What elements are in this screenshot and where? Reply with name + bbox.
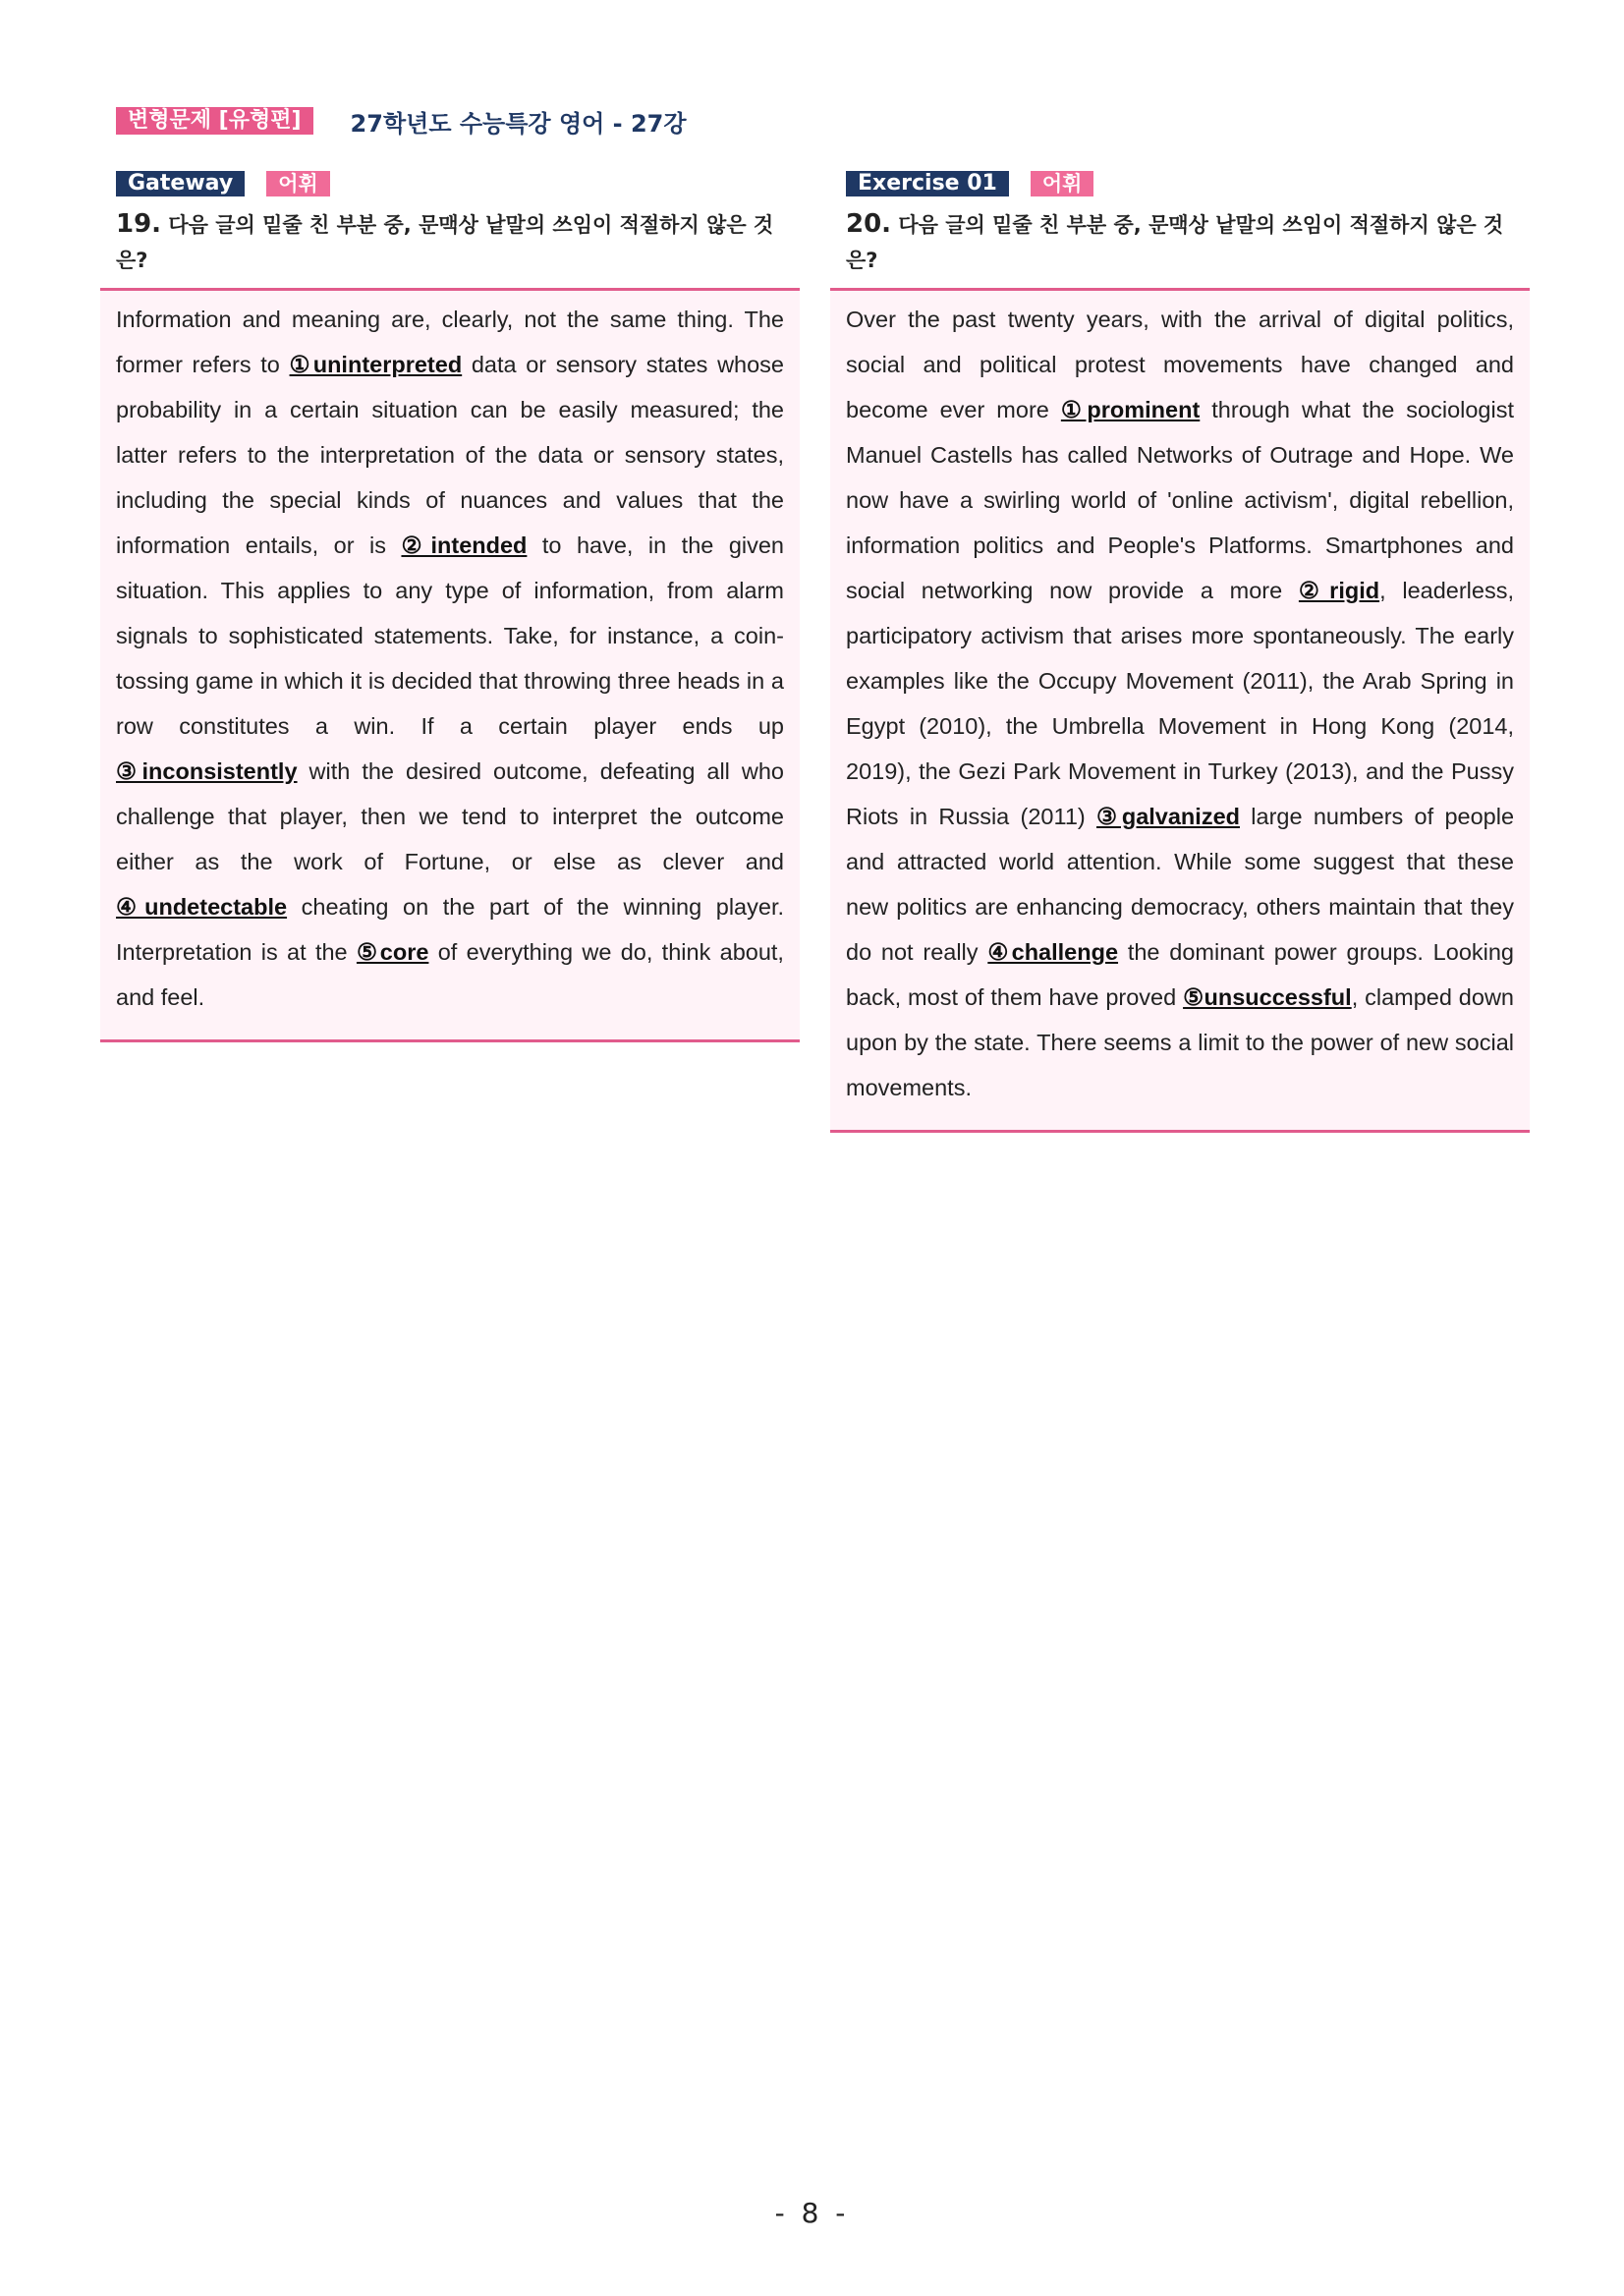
page-number: - 8 - [774, 2197, 850, 2229]
question-prompt [116, 206, 784, 278]
passage-text: with the desired outcome, defeating all who challenge that player, then we tend to interpret the outcome either as the work of Fortune, or else as clever and [116, 758, 785, 874]
section-label: Exercise 01 [846, 171, 1009, 196]
type-label: 어휘 [1031, 171, 1094, 196]
passage-text: to have, in the given situation. This applies to any type of information, from alarm signals to sophisticated statements. Take, for instance, a coin-tossing game in which it is decided that throwing three heads in a row constitutes a win. If a certain player ends up [116, 532, 784, 739]
passage-text: cheating on the part of the winning player. Interpretation is at the [116, 894, 785, 965]
type-label: 어휘 [266, 171, 330, 196]
underlined-word-1: ①uninterpreted [289, 352, 463, 377]
passage-text: data or sensory states whose probability in a certain situation can be easily measured; the latter refers to the interpretation of the data or sensory states, including the special kinds of nuances and values that the information entails, or is [116, 352, 784, 558]
passage-box [830, 288, 1530, 1133]
category-tag: 변형문제 [유형편] [116, 107, 313, 135]
passage-text: of everything we do, think about, and feel. [116, 939, 784, 1010]
underlined-word-3: ③inconsistently [116, 758, 298, 784]
passage-text: Over the past twenty years, with the arrival of digital politics, social and political protest movements have changed and become ever more [846, 307, 1514, 422]
underlined-word-5: ⑤core [356, 939, 429, 965]
underlined-word-2: ②rigid [1298, 578, 1380, 603]
underlined-word-3: ③galvanized [1096, 804, 1240, 829]
page-title: 27학년도 수능특강 영어 - 27강 [350, 109, 687, 138]
underlined-word-5: ⑤unsuccessful [1183, 984, 1352, 1010]
question-text: 다음 글의 밑줄 친 부분 중, 문맥상 낱말의 쓰임이 적절하지 않은 것은? [846, 213, 1504, 272]
question-labels [116, 171, 800, 196]
passage-text: through what the sociologist Manuel Castells has called Networks of Outrage and Hope. We now have a swirling world of 'online activism', digital rebellion, information politics and People's Platforms. Smartphones and social networking now provide a more [846, 397, 1514, 603]
passage-text: , leaderless, participatory activism that arises more spontaneously. The early examples like the Occupy Movement (2011), the Arab Spring in Egypt (2010), the Umbrella Movement in Hong Kong (2014, 2019), the Gezi Park Movement in Turkey (2013), and the Pussy Riots in Russia (2011) [846, 578, 1514, 829]
passage-text: the dominant power groups. Looking back, most of them have proved [846, 939, 1514, 1010]
page-header [116, 106, 687, 136]
underlined-word-4: ④undetectable [116, 894, 288, 920]
underlined-word-2: ②intended [401, 532, 528, 558]
question-prompt [846, 206, 1514, 278]
question-number: 19. [116, 209, 162, 239]
question-text: 다음 글의 밑줄 친 부분 중, 문맥상 낱말의 쓰임이 적절하지 않은 것은? [116, 213, 774, 272]
question-20-column [830, 171, 1530, 1133]
section-label: Gateway [116, 171, 245, 196]
passage-text: Information and meaning are, clearly, not the same thing. The former refers to [116, 307, 784, 377]
underlined-word-1: ①prominent [1060, 397, 1201, 422]
passage-text: large numbers of people and attracted world attention. While some suggest that these new politics are enhancing democracy, others maintain that they do not really [846, 804, 1515, 965]
passage-text: , clamped down upon by the state. There seems a limit to the power of new social movements. [846, 984, 1514, 1100]
question-labels [846, 171, 1530, 196]
underlined-word-4: ④challenge [987, 939, 1119, 965]
question-number: 20. [846, 209, 892, 239]
question-19-column [100, 171, 800, 1042]
passage-box [100, 288, 800, 1042]
